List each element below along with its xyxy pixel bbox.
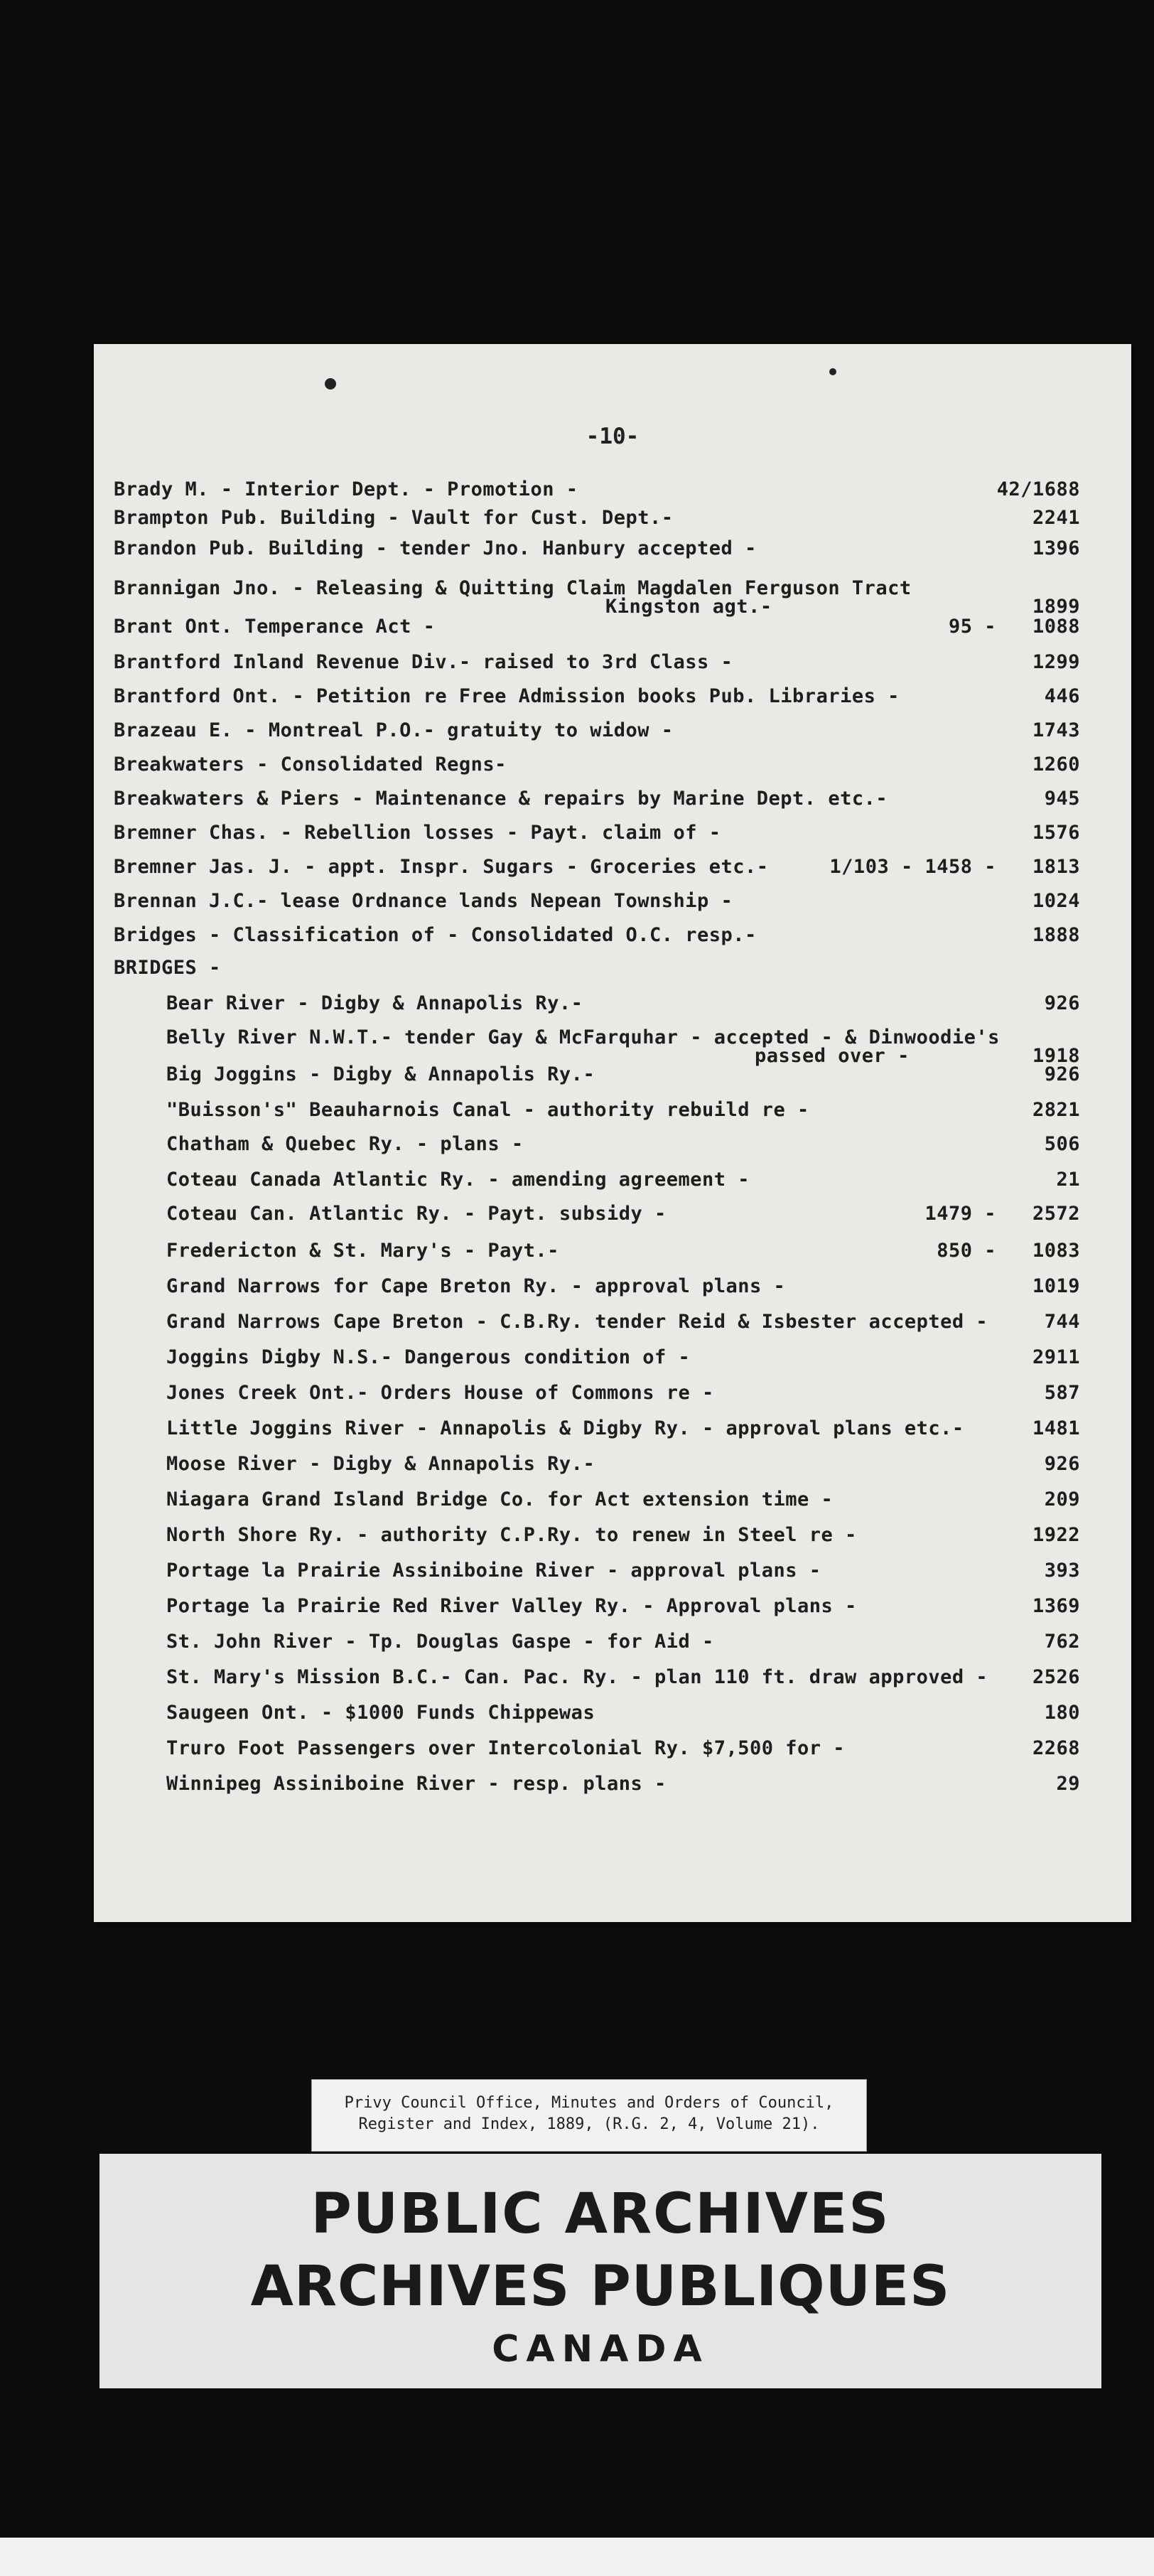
entry-text: Bear River - Digby & Annapolis Ry.- — [166, 992, 583, 1014]
entry-text: Bremner Jas. J. - appt. Inspr. Sugars - Groceries etc.- — [114, 856, 769, 878]
entry-text: St. John River - Tp. Douglas Gaspe - for Aid - — [166, 1631, 714, 1653]
entry-reference-number: 209 — [1044, 1488, 1080, 1510]
entry-text: Brantford Ont. - Petition re Free Admission books Pub. Libraries - — [114, 685, 900, 707]
entry-text: North Shore Ry. - authority C.P.Ry. to renew in Steel re - — [166, 1524, 857, 1546]
banner-line-3: CANADA — [492, 2328, 709, 2371]
archives-banner — [99, 2154, 1101, 2388]
banner-line-1: PUBLIC ARCHIVES — [311, 2182, 890, 2246]
entry-reference-number: 1369 — [1032, 1595, 1080, 1617]
entry-reference-number: 1299 — [1032, 651, 1080, 673]
entry-reference-number: 945 — [1044, 788, 1080, 810]
page-number: -10- — [586, 424, 640, 449]
entry-text: BRIDGES - — [114, 957, 221, 979]
entry-text: Bridges - Classification of - Consolidated O.C. resp.- — [114, 924, 757, 946]
entry-reference-number: 180 — [1044, 1702, 1080, 1724]
entry-reference-number: 926 — [1044, 1063, 1080, 1085]
entry-text: Brantford Inland Revenue Div.- raised to 3rd Class - — [114, 651, 733, 673]
entry-text: Little Joggins River - Annapolis & Digby Ry. - approval plans etc.- — [166, 1417, 964, 1439]
entry-reference-number: 29 — [1056, 1773, 1080, 1795]
archive-caption — [311, 2079, 867, 2152]
entry-text: Brannigan Jno. - Releasing & Quitting Claim Magdalen Ferguson Tract — [114, 577, 912, 599]
entry-reference-number: 1576 — [1032, 822, 1080, 844]
entry-text: Brady M. - Interior Dept. - Promotion - — [114, 478, 578, 500]
entry-reference-number: 2526 — [1032, 1666, 1080, 1688]
entry-reference-number: 1888 — [1032, 924, 1080, 946]
entry-reference-number: 506 — [1044, 1133, 1080, 1155]
entry-reference-number: 1922 — [1032, 1524, 1080, 1546]
entry-text: Grand Narrows Cape Breton - C.B.Ry. tender Reid & Isbester accepted - — [166, 1311, 988, 1333]
entry-reference-number: 1260 — [1032, 753, 1080, 776]
entry-continuation: passed over - — [755, 1045, 910, 1067]
entry-continuation: Kingston agt.- — [605, 596, 772, 618]
entry-text: Winnipeg Assiniboine River - resp. plans - — [166, 1773, 667, 1795]
punch-hole-mark — [325, 378, 336, 390]
caption-line-2: Register and Index, 1889, (R.G. 2, 4, Volume 21). — [358, 2115, 820, 2133]
caption-line-1: Privy Council Office, Minutes and Orders of Council, — [344, 2094, 834, 2112]
entry-text: Chatham & Quebec Ry. - plans - — [166, 1133, 524, 1155]
entry-text: Big Joggins - Digby & Annapolis Ry.- — [166, 1063, 595, 1085]
entry-reference-number: 393 — [1044, 1560, 1080, 1582]
entry-text: Brennan J.C.- lease Ordnance lands Nepean Township - — [114, 890, 733, 912]
entry-text: Breakwaters & Piers - Maintenance & repairs by Marine Dept. etc.- — [114, 788, 888, 810]
entry-text: "Buisson's" Beauharnois Canal - authority rebuild re - — [166, 1099, 809, 1121]
document-page — [94, 344, 1131, 1922]
banner-line-2: ARCHIVES PUBLIQUES — [250, 2255, 951, 2319]
entry-reference-number: 1088 — [1032, 616, 1080, 638]
entry-text: Niagara Grand Island Bridge Co. for Act extension time - — [166, 1488, 834, 1510]
entry-text: Brazeau E. - Montreal P.O.- gratuity to widow - — [114, 719, 674, 741]
entry-text: Breakwaters - Consolidated Regns- — [114, 753, 507, 776]
entry-text: Fredericton & St. Mary's - Payt.- — [166, 1240, 559, 1262]
entry-reference-number: 21 — [1056, 1169, 1080, 1191]
entry-text: Saugeen Ont. - $1000 Funds Chippewas — [166, 1702, 595, 1724]
entry-reference-number: 1396 — [1032, 537, 1080, 559]
entry-prior-refs: 1/103 - 1458 - — [829, 856, 996, 878]
entry-reference-number: 926 — [1044, 1453, 1080, 1475]
entry-text: St. Mary's Mission B.C.- Can. Pac. Ry. - plan 110 ft. draw approved - — [166, 1666, 988, 1688]
entry-reference-number: 1918 — [1032, 1045, 1080, 1067]
entry-reference-number: 2821 — [1032, 1099, 1080, 1121]
entry-prior-refs: 850 - — [937, 1240, 996, 1262]
entry-reference-number: 2572 — [1032, 1203, 1080, 1225]
entry-reference-number: 926 — [1044, 992, 1080, 1014]
entry-reference-number: 762 — [1044, 1631, 1080, 1653]
entry-text: Belly River N.W.T.- tender Gay & McFarquhar - accepted - & Dinwoodie's — [166, 1026, 1000, 1048]
entry-reference-number: 1481 — [1032, 1417, 1080, 1439]
entry-text: Portage la Prairie Assiniboine River - approval plans - — [166, 1560, 821, 1582]
entry-reference-number: 1743 — [1032, 719, 1080, 741]
entry-reference-number: 42/1688 — [996, 478, 1080, 500]
entry-text: Brandon Pub. Building - tender Jno. Hanbury accepted - — [114, 537, 757, 559]
entry-prior-refs: 95 - — [948, 616, 996, 638]
entry-prior-refs: 1479 - — [924, 1203, 996, 1225]
entry-reference-number: 1899 — [1032, 596, 1080, 618]
punch-hole-mark — [829, 368, 836, 375]
entry-reference-number: 587 — [1044, 1382, 1080, 1404]
entry-reference-number: 446 — [1044, 685, 1080, 707]
entry-text: Portage la Prairie Red River Valley Ry. - Approval plans - — [166, 1595, 857, 1617]
entry-reference-number: 1024 — [1032, 890, 1080, 912]
entry-text: Truro Foot Passengers over Intercolonial Ry. $7,500 for - — [166, 1737, 846, 1759]
entry-text: Coteau Canada Atlantic Ry. - amending agreement - — [166, 1169, 750, 1191]
entry-reference-number: 1813 — [1032, 856, 1080, 878]
entry-text: Jones Creek Ont.- Orders House of Commons re - — [166, 1382, 714, 1404]
entry-text: Joggins Digby N.S.- Dangerous condition of - — [166, 1346, 691, 1368]
entry-reference-number: 744 — [1044, 1311, 1080, 1333]
entry-text: Moose River - Digby & Annapolis Ry.- — [166, 1453, 595, 1475]
entry-reference-number: 1083 — [1032, 1240, 1080, 1262]
entry-reference-number: 1019 — [1032, 1275, 1080, 1297]
entry-text: Coteau Can. Atlantic Ry. - Payt. subsidy - — [166, 1203, 667, 1225]
entry-text: Brampton Pub. Building - Vault for Cust. Dept.- — [114, 507, 674, 529]
bottom-strip — [0, 2538, 1154, 2576]
entry-reference-number: 2268 — [1032, 1737, 1080, 1759]
entry-reference-number: 2911 — [1032, 1346, 1080, 1368]
entry-text: Grand Narrows for Cape Breton Ry. - approval plans - — [166, 1275, 786, 1297]
entry-reference-number: 2241 — [1032, 507, 1080, 529]
entry-text: Brant Ont. Temperance Act - — [114, 616, 436, 638]
entry-text: Bremner Chas. - Rebellion losses - Payt. claim of - — [114, 822, 721, 844]
